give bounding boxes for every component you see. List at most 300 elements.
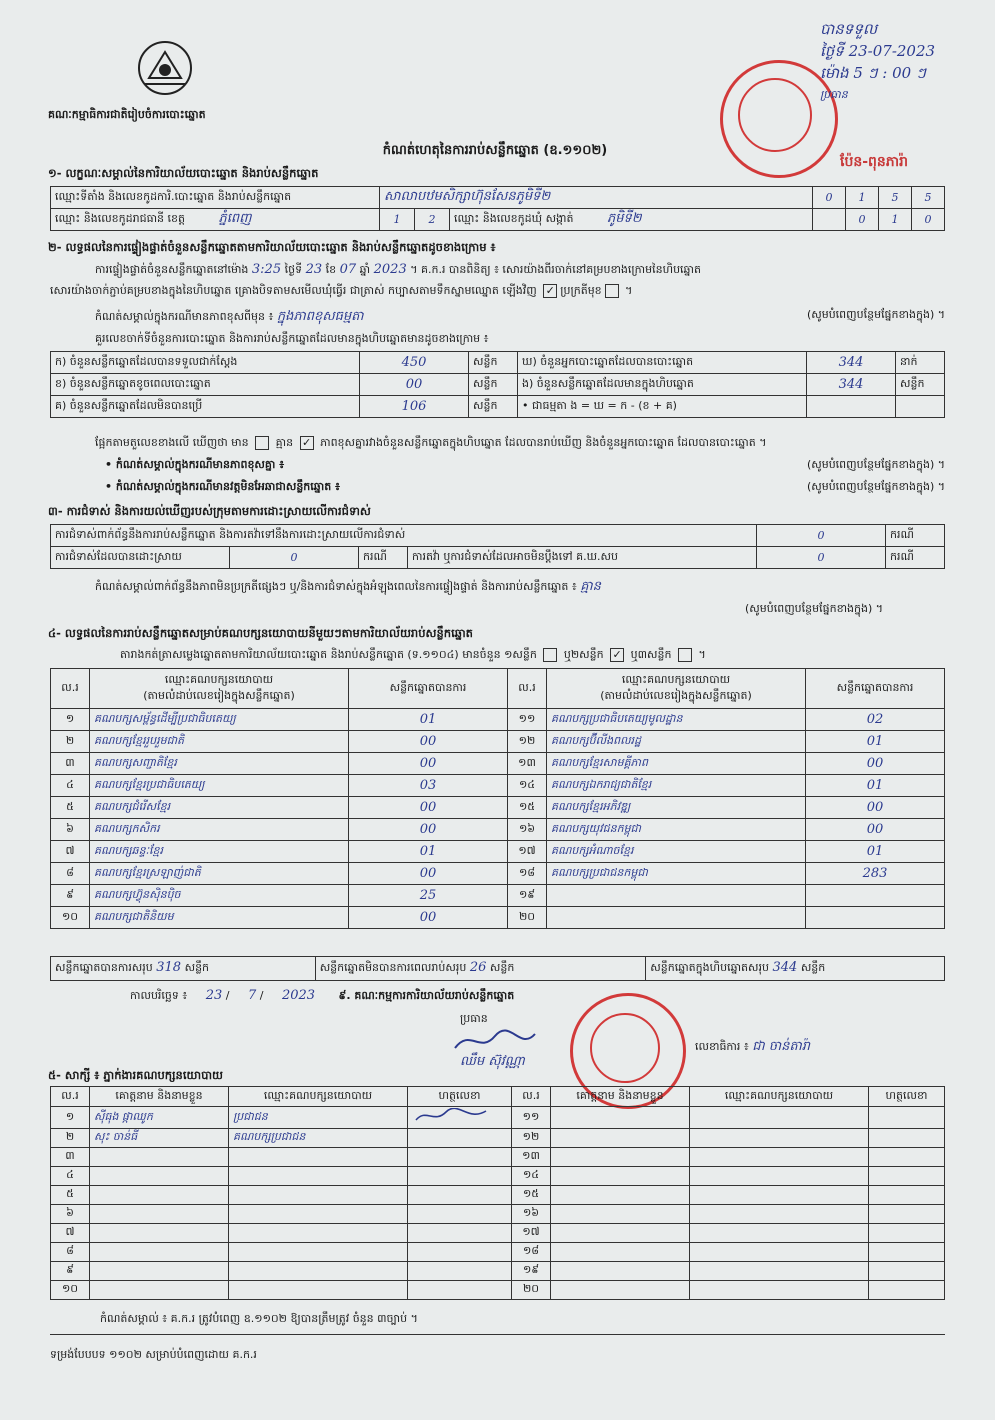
three-sheets-checkbox[interactable] — [678, 648, 692, 662]
witness-signature — [408, 1129, 512, 1148]
party-no: ១៤ — [508, 775, 547, 797]
col-party-right — [547, 669, 806, 709]
witness-party — [690, 1281, 869, 1300]
receipt-line-3: ម៉ោង 5 ៗ : 00 ៗ — [820, 64, 926, 82]
witness-name — [90, 1243, 229, 1262]
org-name: គណៈកម្មាធិការជាតិរៀបចំការបោះឆ្នោត — [48, 108, 206, 121]
place-code-2: 1 — [846, 187, 879, 209]
objection-fill-note: (សូមបំពេញបន្ថែមផ្នែកខាងក្នុង) ។ — [745, 602, 884, 615]
party-votes: 00 — [806, 819, 945, 841]
col-party-right-sub: (តាមលំដាប់លេខរៀងក្នុងសន្លឹកឆ្នោត) — [600, 688, 752, 702]
witness-signature — [408, 1205, 512, 1224]
party-votes: 01 — [806, 775, 945, 797]
objection-row1-label: ការជំទាស់ពាក់ព័ន្ធនឹងការរាប់សន្លឹកឆ្នោត និងការតវ៉ាទៅនឹងការដោះស្រាយលើការជំទាស់ — [51, 525, 757, 547]
bullet1-line — [105, 458, 945, 474]
verify-prefix: ការផ្ទៀងផ្ទាត់ចំនួនសន្លឹកឆ្នោតនៅម៉ោង — [95, 263, 249, 276]
witness-row — [51, 1167, 945, 1186]
party-no: ២ — [51, 731, 90, 753]
witness-no: ២០ — [512, 1281, 551, 1300]
date-line: កាលបរិច្ឆេទ ៖ 23 / 7 / 2023 ៩. គណៈកម្មការការិយាល័យរាប់សន្លឹកឆ្នោត — [130, 988, 515, 1003]
date-year: 2023 — [281, 988, 316, 1003]
count-left-value: 450 — [360, 352, 469, 374]
party-row — [51, 907, 945, 929]
counts-table — [50, 351, 945, 418]
verify-line2-text: សោរយ៉ាងចាក់ភ្ជាប់គម្របខាងក្នុងនៃហិបឆ្នោត គ្រោងបិទតាមសមើលឃុំធ្វើរ ជាត្រាស់ កប្បាសតាមទឹកស្នាមឈ្នោត ឡើងវិញ — [50, 284, 537, 297]
party-name: គណបក្សសម្ព័ន្ធដើម្បីប្រជាធិបតេយ្យ — [90, 709, 349, 731]
place-value: សាលាបឋមសិក្សាហ៊ុនសែនភូមិទី២ — [380, 187, 813, 209]
place-code-3: 5 — [879, 187, 912, 209]
two-sheets-label: ឬ២សន្លឹក — [563, 648, 604, 661]
witness-party — [229, 1186, 408, 1205]
normal-checkbox[interactable]: ✓ — [543, 284, 557, 298]
objection-note-label: កំណត់សម្គាល់ពាក់ព័ន្ធនឹងភាពមិនប្រក្រតីផ្សេងៗ ឬ/និងការជំទាស់ក្នុងអំឡុងពេលនៃការផ្ទៀងផ្ទាត់ និងការរាប់សន្លឹកឆ្នោត ៖ — [95, 580, 577, 593]
fill-note: (សូមបំពេញបន្ថែមផ្នែកខាងក្នុង) ។ — [806, 308, 945, 321]
witness-no: ៣ — [51, 1148, 90, 1167]
witness-party — [229, 1224, 408, 1243]
witness-name — [90, 1224, 229, 1243]
witness-party — [690, 1167, 869, 1186]
count-row — [51, 396, 945, 418]
count-right-label: • ជាធម្មតា ង = ឃ = ក - (ខ + គ) — [518, 396, 807, 418]
witness-col-name-left: គោត្តនាម និងនាមខ្លួន — [90, 1087, 229, 1107]
count-left-value: 00 — [360, 374, 469, 396]
witness-name — [90, 1205, 229, 1224]
witness-signature — [408, 1243, 512, 1262]
province-code-1: 1 — [380, 209, 415, 231]
party-no: ២០ — [508, 907, 547, 929]
party-no: ១៧ — [508, 841, 547, 863]
witness-signature — [869, 1186, 945, 1205]
party-name: គណបក្សប៊ីលីងពលរដ្ឋ — [547, 731, 806, 753]
party-no: ៩ — [51, 885, 90, 907]
party-no: ៦ — [51, 819, 90, 841]
witness-party — [690, 1262, 869, 1281]
discrepancy-suffix: ភាពខុសគ្នារវាងចំនួនសន្លឹកឆ្នោតក្នុងហិបឆ្នោត ដែលបានរាប់ឃើញ និងចំនួនអ្នកបោះឆ្នោត ដែលបានបោះឆ្នោត ។ — [320, 436, 767, 449]
party-name: គណបក្សជំរើសខ្មែរ — [90, 797, 349, 819]
chair-name: ឈឹម ស៊ុវណ្ណា — [460, 1054, 525, 1069]
party-votes: 00 — [349, 863, 508, 885]
witness-no: ៧ — [51, 1224, 90, 1243]
witness-party — [229, 1262, 408, 1281]
party-no: ១៦ — [508, 819, 547, 841]
witness-no: ១១ — [512, 1107, 551, 1129]
receipt-signer: ប៉ែន-ពុនភារ៉ា — [840, 154, 909, 170]
party-no: ៤ — [51, 775, 90, 797]
noted-label: កំណត់សម្គាល់ក្នុងករណីមានភាពខុសពីមុន ៖ — [95, 310, 274, 323]
objection-row2-label: ការជំទាស់ដែលបានដោះស្រាយ — [51, 547, 230, 569]
chair-label: ប្រធាន — [460, 1012, 488, 1025]
form-page — [30, 18, 960, 1403]
party-name: គណបក្សយុវជនកម្ពុជា — [547, 819, 806, 841]
count-row — [51, 374, 945, 396]
commune-code-2: 1 — [879, 209, 912, 231]
witness-signature — [408, 1186, 512, 1205]
witness-signature — [869, 1262, 945, 1281]
witness-no: ១៤ — [512, 1167, 551, 1186]
year-label: ឆ្នាំ — [359, 263, 371, 276]
verification-line — [95, 262, 701, 279]
party-name: គណបក្សសញ្ជាតិខ្មែរ — [90, 753, 349, 775]
witness-name — [90, 1281, 229, 1300]
witness-row — [51, 1148, 945, 1167]
witness-col-no-right: ល.រ — [512, 1087, 551, 1107]
party-votes: 01 — [349, 841, 508, 863]
count-left-label: ខ) ចំនួនសន្លឹកឆ្នោតខូចពេលបោះឆ្នោត — [51, 374, 360, 396]
section1-heading: ១- លក្ខណៈសម្គាល់នៃការិយាល័យបោះឆ្នោត និងរាប់សន្លឹកឆ្នោត — [48, 166, 319, 180]
party-votes: 283 — [806, 863, 945, 885]
receipt-note — [820, 18, 935, 106]
witness-party — [229, 1148, 408, 1167]
province-label-text: ឈ្មោះ និងលេខកូដរាជធានី ខេត្ត — [55, 212, 185, 225]
party-row — [51, 841, 945, 863]
nec-emblem-icon — [135, 38, 195, 98]
section2-heading: ២- លទ្ធផលនៃការផ្ទៀងផ្ទាត់ចំនួនសន្លឹកឆ្នោតតាមការិយាល័យបោះឆ្នោត និងរាប់សន្លឹកឆ្នោតដូចខាងក្រោម ៖ — [48, 240, 496, 254]
commune-code-1: 0 — [846, 209, 879, 231]
date-day: 23 — [205, 988, 223, 1003]
two-sheets-checkbox[interactable]: ✓ — [610, 648, 624, 662]
total-valid-cell — [51, 957, 316, 981]
witness-name — [551, 1167, 690, 1186]
party-name: គណបក្សខ្មែរប្រជាធិបតេយ្យ — [90, 775, 349, 797]
abnormal-checkbox[interactable] — [605, 284, 619, 298]
bullet2-label: • កំណត់សម្គាល់ក្នុងករណីមានវត្តមិនអែឆាជាសន្លឹកឆ្នោត ៖ — [105, 480, 340, 493]
witness-signature — [869, 1107, 945, 1129]
party-votes: 01 — [806, 731, 945, 753]
party-name: គណបក្សឯករាជ្យជាតិខ្មែរ — [547, 775, 806, 797]
col-party-left — [90, 669, 349, 709]
discrepancy-line — [95, 436, 766, 452]
party-no: ១៣ — [508, 753, 547, 775]
counts-intro: គួរលេខចាក់ទីចំនួនការបោះឆ្នោត និងការរាប់សន្លឹកឆ្នោតដែលមានក្នុងហិបឆ្នោតមានដូចខាងក្រោម ៖ — [95, 332, 489, 345]
witness-signature — [408, 1224, 512, 1243]
witness-signature — [869, 1224, 945, 1243]
witness-signature — [408, 1167, 512, 1186]
witness-no: ៨ — [51, 1243, 90, 1262]
col-no-right: ល.រ — [508, 669, 547, 709]
objections-table — [50, 524, 945, 569]
witness-no: ៤ — [51, 1167, 90, 1186]
secretary-name: ជា ចាន់តារ៉ា — [752, 1039, 810, 1054]
party-name — [547, 907, 806, 929]
day-label: ថ្ងៃទី — [284, 263, 303, 276]
party-results-table — [50, 668, 945, 929]
party-no: ៥ — [51, 797, 90, 819]
objection-row1-value: 0 — [757, 525, 886, 547]
count-right-value — [807, 396, 896, 418]
witness-signature — [408, 1107, 512, 1129]
bullet2-line — [105, 480, 945, 496]
place-code-4: 5 — [912, 187, 945, 209]
witness-party — [690, 1243, 869, 1262]
witness-name — [551, 1281, 690, 1300]
objection-row2-value: 0 — [230, 547, 359, 569]
totals-table — [50, 956, 945, 981]
total-box-unit: សន្លឹក — [800, 961, 826, 974]
witness-no: ៩ — [51, 1262, 90, 1281]
witness-name — [90, 1186, 229, 1205]
party-no: ១៩ — [508, 885, 547, 907]
col-votes-left: សន្លឹកឆ្នោតបានការ — [349, 669, 508, 709]
footer-note: កំណត់សម្គាល់ ៖ គ.ក.រ ត្រូវបំពេញ ឧ.១១០២ ឱ្យបានត្រឹមត្រូវ ចំនួន ៣ច្បាប់ ។ — [100, 1312, 418, 1325]
verify-day: 23 — [305, 262, 323, 277]
total-box-value: 344 — [772, 960, 798, 975]
witness-name — [90, 1262, 229, 1281]
count-row — [51, 352, 945, 374]
witness-no: ១៣ — [512, 1148, 551, 1167]
witness-row — [51, 1129, 945, 1148]
party-votes — [806, 907, 945, 929]
party-no: ១១ — [508, 709, 547, 731]
party-votes: 00 — [349, 797, 508, 819]
official-seal-bottom-inner — [590, 1013, 660, 1083]
province-value: ភ្នំពេញ — [218, 211, 252, 226]
witness-name — [551, 1262, 690, 1281]
witness-col-no-left: ល.រ — [51, 1087, 90, 1107]
count-left-unit: សន្លឹក — [469, 352, 518, 374]
secretary-line — [695, 1038, 810, 1057]
verify-month: 07 — [339, 262, 357, 277]
party-name: គណបក្សហ៊្វុនស៊ិនប៉ិច — [90, 885, 349, 907]
commune-code-3: 0 — [912, 209, 945, 231]
none-label: គ្មាន — [275, 436, 294, 449]
witness-signature — [869, 1243, 945, 1262]
witness-name: ស៊ីធុង ផ្កាឈូក — [90, 1107, 229, 1129]
objection-row2b-value: 0 — [757, 547, 886, 569]
count-left-unit: សន្លឹក — [469, 374, 518, 396]
witness-table — [50, 1086, 945, 1300]
place-label: ឈ្មោះទីតាំង និងលេខកូដការិ.បោះឆ្នោត និងរាប់សន្លឹកឆ្នោត — [51, 187, 380, 209]
witness-row — [51, 1281, 945, 1300]
witness-col-sig-left: ហត្ថលេខា — [408, 1087, 512, 1107]
witness-col-party-left: ឈ្មោះគណបក្សនយោបាយ — [229, 1087, 408, 1107]
committee-label: ៩. គណៈកម្មការការិយាល័យរាប់សន្លឹកឆ្នោត — [338, 989, 515, 1002]
witness-no: ១ — [51, 1107, 90, 1129]
objection-note-line — [95, 578, 601, 597]
party-name: គណបក្សខ្មែរអភិវឌ្ឍ — [547, 797, 806, 819]
party-no: ៧ — [51, 841, 90, 863]
verify-time: 3:25 — [251, 262, 282, 277]
total-valid-unit: សន្លឹក — [184, 961, 210, 974]
witness-row — [51, 1224, 945, 1243]
has-discrepancy-checkbox[interactable] — [255, 436, 269, 450]
witness-row — [51, 1262, 945, 1281]
witness-row — [51, 1243, 945, 1262]
witness-no: ១៩ — [512, 1262, 551, 1281]
party-name: គណបក្សឆន្ទៈខ្មែរ — [90, 841, 349, 863]
party-no: ១០ — [51, 907, 90, 929]
secretary-label: លេខាធិការ ៖ — [695, 1040, 749, 1053]
count-right-unit — [896, 396, 945, 418]
province-label — [51, 209, 380, 231]
noted-line — [95, 308, 945, 327]
witness-party — [690, 1107, 869, 1129]
witness-no: ១៨ — [512, 1243, 551, 1262]
count-right-unit: សន្លឹក — [896, 374, 945, 396]
witness-name: សុះ ចាន់ធី — [90, 1129, 229, 1148]
party-name: គណបក្សអំណាចខ្មែរ — [547, 841, 806, 863]
col-votes-right: សន្លឹកឆ្នោតបានការ — [806, 669, 945, 709]
witness-party: ប្រជាជន — [229, 1107, 408, 1129]
witness-no: ៦ — [51, 1205, 90, 1224]
noted-value: ក្នុងភាពខុសធម្មតា — [276, 309, 364, 324]
commune-label — [450, 209, 813, 231]
witness-name — [90, 1148, 229, 1167]
witness-name — [551, 1129, 690, 1148]
witness-signature — [869, 1148, 945, 1167]
count-right-value: 344 — [807, 374, 896, 396]
party-votes: 00 — [349, 907, 508, 929]
bullet2-fill-note: (សូមបំពេញបន្ថែមផ្នែកខាងក្នុង) ។ — [806, 480, 945, 493]
bullet1-fill-note: (សូមបំពេញបន្ថែមផ្នែកខាងក្នុង) ។ — [806, 458, 945, 471]
receipt-line-1: បានទទួល — [820, 20, 878, 38]
col-party-right-title: ឈ្មោះគណបក្សនយោបាយ — [621, 672, 731, 686]
witness-name — [551, 1148, 690, 1167]
witness-party — [690, 1186, 869, 1205]
count-right-label: ឃ) ចំនួនអ្នកបោះឆ្នោតដែលបានបោះឆ្នោត — [518, 352, 807, 374]
witness-no: ២ — [51, 1129, 90, 1148]
party-votes: 00 — [806, 753, 945, 775]
witness-signature — [408, 1262, 512, 1281]
total-invalid-unit: សន្លឹក — [489, 961, 515, 974]
party-no: ៨ — [51, 863, 90, 885]
witness-party — [690, 1224, 869, 1243]
one-sheet-checkbox[interactable] — [543, 648, 557, 662]
total-invalid-label: សន្លឹកឆ្នោតមិនបានការពេលរាប់សរុប — [319, 961, 467, 974]
party-name: គណបក្សកសិករ — [90, 819, 349, 841]
party-votes: 00 — [806, 797, 945, 819]
verify-suffix: ។ គ.ក.រ បានពិនិត្យ ៖ សោរយ៉ាងពីរចាក់នៅគម្របខាងក្រោមនៃហិបឆ្នោត — [410, 263, 702, 276]
objection-note-value: គ្មាន — [580, 579, 601, 594]
total-invalid-cell — [315, 957, 646, 981]
witness-row — [51, 1107, 945, 1129]
party-votes: 01 — [349, 709, 508, 731]
witness-no: ១៧ — [512, 1224, 551, 1243]
witness-party — [229, 1281, 408, 1300]
total-valid-value: 318 — [156, 960, 182, 975]
party-row — [51, 709, 945, 731]
party-no: ១៨ — [508, 863, 547, 885]
witness-party — [690, 1148, 869, 1167]
bullet1-label: • កំណត់សម្គាល់ក្នុងករណីមានភាពខុសគ្នា ៖ — [105, 458, 285, 471]
abnormal-label: ប្រក្រតីមុខ — [560, 284, 602, 297]
section5-heading: ៥- សាក្សី ៖ ភ្នាក់ងារគណបក្សនយោបាយ — [48, 1068, 223, 1082]
witness-no: ១២ — [512, 1129, 551, 1148]
witness-signature — [869, 1205, 945, 1224]
official-seal-top-inner — [738, 78, 812, 152]
party-name: គណបក្សខ្មែរសាមគ្គីភាព — [547, 753, 806, 775]
party-name: គណបក្សខ្មែរស្រឡាញ់ជាតិ — [90, 863, 349, 885]
verification-line-2: សោរយ៉ាងចាក់ភ្ជាប់គម្របខាងក្នុងនៃហិបឆ្នោត គ្រោងបិទតាមសមើលឃុំធ្វើរ ជាត្រាស់ កប្បាសតាមទឹកស្នាមឈ្នោត ឡើងវិញ ✓ ប្រក្រតីមុខ ។ — [50, 284, 633, 297]
objection-row1-unit: ករណី — [886, 525, 945, 547]
count-left-unit: សន្លឹក — [469, 396, 518, 418]
party-name — [547, 885, 806, 907]
count-left-label: គ) ចំនួនសន្លឹកឆ្នោតដែលមិនបានប្រើ — [51, 396, 360, 418]
party-name: គណបក្សខ្មែររួបរួមជាតិ — [90, 731, 349, 753]
party-row — [51, 775, 945, 797]
party-row — [51, 753, 945, 775]
count-right-unit: នាក់ — [896, 352, 945, 374]
section4-heading: ៤- លទ្ធផលនៃការរាប់សន្លឹកឆ្នោតសម្រាប់គណបក្សនយោបាយនីមួយៗតាមការិយាល័យរាប់សន្លឹកឆ្នោត — [48, 626, 473, 640]
objection-row2b-unit: ករណី — [886, 547, 945, 569]
objection-row2-unit: ករណី — [359, 547, 408, 569]
section1-table — [50, 186, 945, 231]
total-invalid-value: 26 — [469, 960, 487, 975]
witness-col-sig-right: ហត្ថលេខា — [869, 1087, 945, 1107]
witness-name — [551, 1243, 690, 1262]
three-sheets-label: ឬ៣សន្លឹក — [630, 648, 672, 661]
party-row — [51, 885, 945, 907]
witness-party: គណបក្សប្រជាជន — [229, 1129, 408, 1148]
count-left-label: ក) ចំនួនសន្លឹកឆ្នោតដែលបានទទួលជាក់ស្តែង — [51, 352, 360, 374]
party-votes: 00 — [349, 819, 508, 841]
witness-col-party-right: ឈ្មោះគណបក្សនយោបាយ — [690, 1087, 869, 1107]
party-row — [51, 731, 945, 753]
witness-name — [551, 1107, 690, 1129]
party-row — [51, 819, 945, 841]
party-row — [51, 797, 945, 819]
count-left-value: 106 — [360, 396, 469, 418]
witness-signature — [408, 1281, 512, 1300]
witness-signature — [869, 1167, 945, 1186]
party-votes — [806, 885, 945, 907]
place-code-1: 0 — [813, 187, 846, 209]
party-votes: 00 — [349, 753, 508, 775]
party-no: ១២ — [508, 731, 547, 753]
month-label: ខែ — [325, 263, 337, 276]
discrepancy-prefix: ផ្អែកតាមតួលេខខាងលើ ឃើញថា មាន — [95, 436, 249, 449]
date-label: កាលបរិច្ឆេទ ៖ — [130, 989, 188, 1002]
party-name: គណបក្សប្រជាធិបតេយ្យមូលដ្ឋាន — [547, 709, 806, 731]
witness-party — [229, 1167, 408, 1186]
col-party-left-title: ឈ្មោះគណបក្សនយោបាយ — [164, 672, 274, 686]
witness-signature — [869, 1281, 945, 1300]
party-name: គណបក្សប្រជាជនកម្ពុជា — [547, 863, 806, 885]
witness-name — [551, 1186, 690, 1205]
form-title: កំណត់ហេតុនៃការរាប់សន្លឹកឆ្នោត (ឧ.១១០២) — [382, 143, 608, 158]
party-no: ៣ — [51, 753, 90, 775]
tally-sheets-line: តារាងកត់ត្រាសម្លេងឆ្នោតតាមការិយាល័យបោះឆ្នោត និងរាប់សន្លឹកឆ្នោត (ទ.១១០៤) មានចំនួន ១សន្លឹក ឬ២សន្លឹក ✓ ឬ៣សន្លឹក ។ — [120, 648, 706, 661]
witness-row — [51, 1205, 945, 1224]
province-code-2: 2 — [415, 209, 450, 231]
party-votes: 00 — [349, 731, 508, 753]
witness-party — [229, 1205, 408, 1224]
witness-party — [229, 1243, 408, 1262]
witness-signature — [408, 1148, 512, 1167]
witness-name — [90, 1167, 229, 1186]
date-month: 7 — [247, 988, 257, 1003]
witness-party — [690, 1205, 869, 1224]
witness-signature-icon — [412, 1108, 492, 1124]
witness-col-name-right: គោត្តនាម និងនាមខ្លួន — [551, 1087, 690, 1107]
party-name: គណបក្សជាតិនិយម — [90, 907, 349, 929]
section3-heading: ៣- ការជំទាស់ និងការយល់ឃើញរបស់ក្រុមតាមការដោះស្រាយលើការជំទាស់ — [48, 504, 371, 518]
witness-no: ៥ — [51, 1186, 90, 1205]
col-no-left: ល.រ — [51, 669, 90, 709]
witness-row — [51, 1186, 945, 1205]
receipt-line-4: ប្រធាន — [820, 88, 848, 101]
party-no: ១៥ — [508, 797, 547, 819]
witness-no: ១៦ — [512, 1205, 551, 1224]
party-votes: 25 — [349, 885, 508, 907]
party-votes: 02 — [806, 709, 945, 731]
no-discrepancy-checkbox[interactable]: ✓ — [300, 436, 314, 450]
objection-row2b-label: ការតវ៉ា ឬការជំទាស់ដែលអាចមិនប្ដឹងទៅ គ.ឃ.សប — [408, 547, 757, 569]
footer-form-ref: ទម្រង់បែបបទ ១១០២ សម្រាប់បំពេញដោយ គ.ក.រ — [50, 1348, 257, 1361]
party-votes: 03 — [349, 775, 508, 797]
witness-name — [551, 1224, 690, 1243]
witness-party — [690, 1129, 869, 1148]
tally-intro: តារាងកត់ត្រាសម្លេងឆ្នោតតាមការិយាល័យបោះឆ្នោត និងរាប់សន្លឹកឆ្នោត (ទ.១១០៤) មានចំនួន ១សន្លឹក — [120, 648, 537, 661]
